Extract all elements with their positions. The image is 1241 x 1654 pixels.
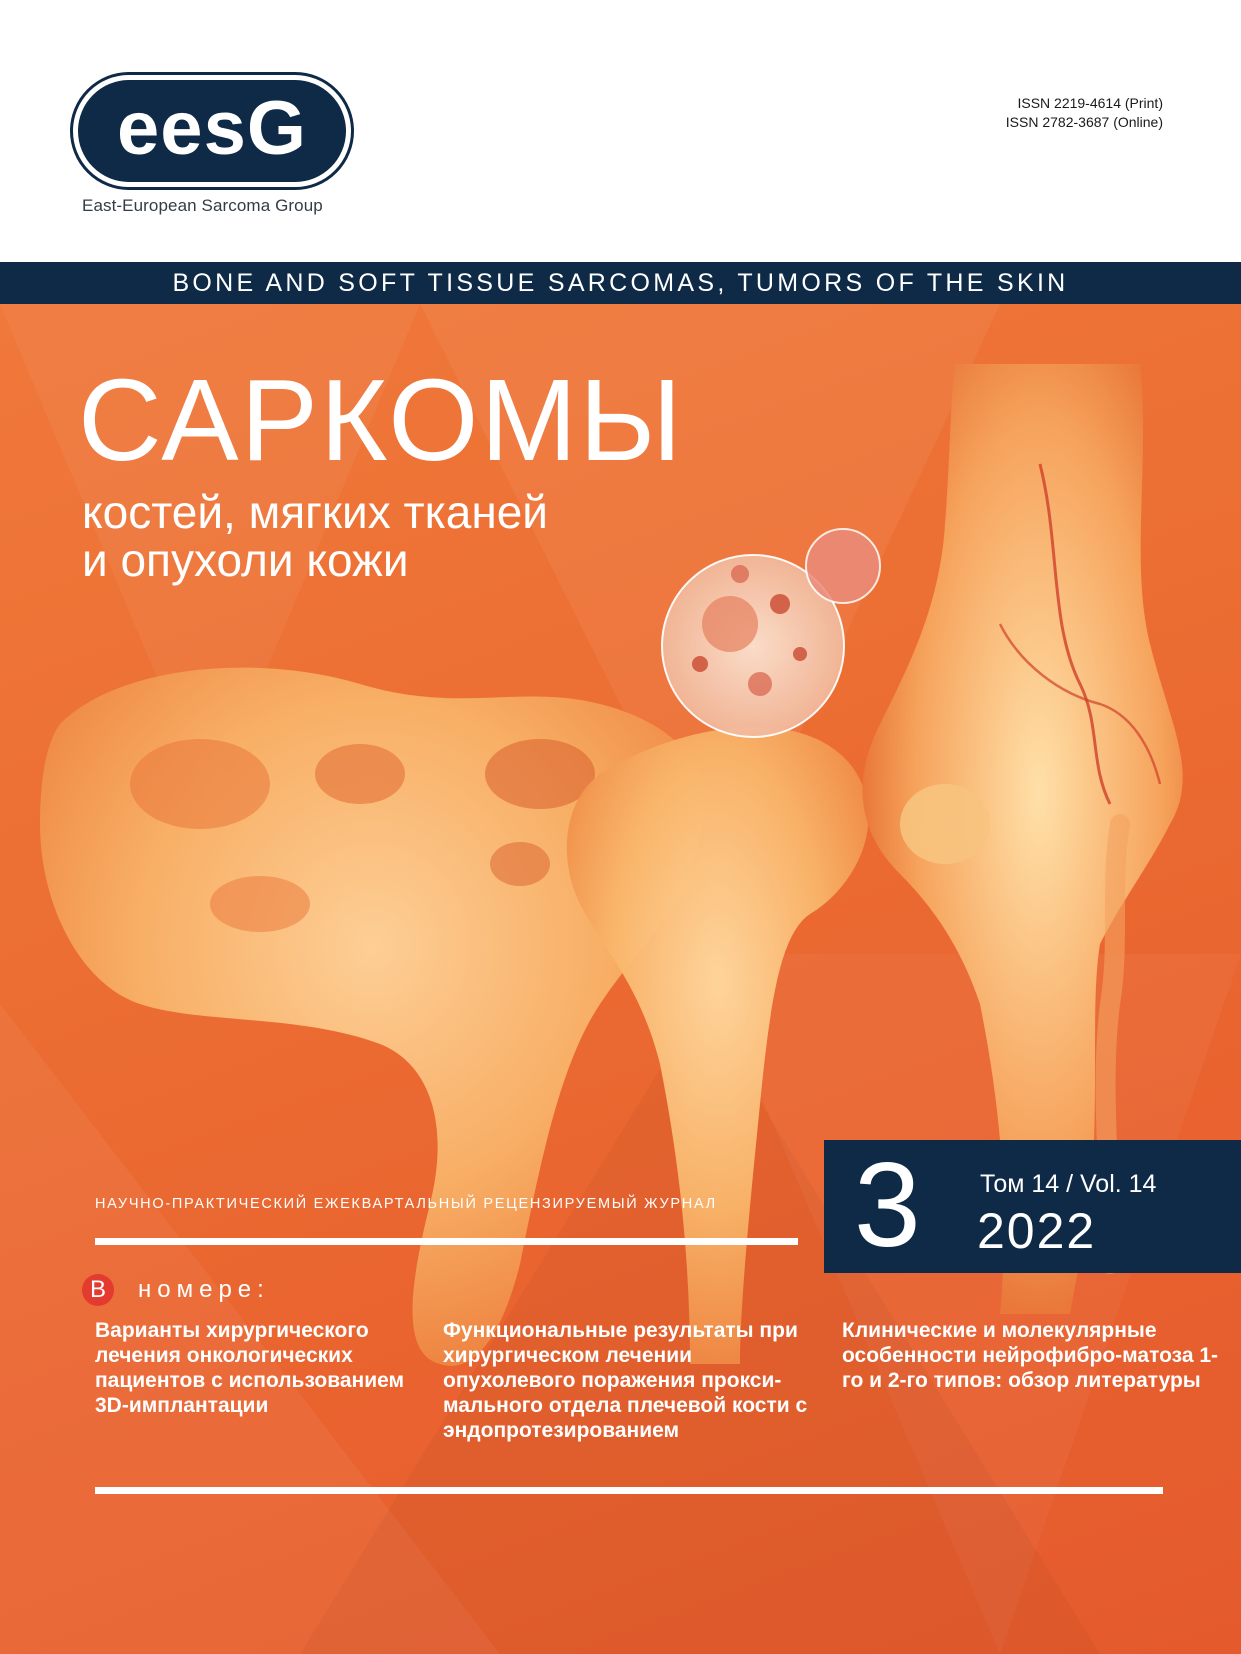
divider-short <box>95 1238 798 1245</box>
issn-online: ISSN 2782-3687 (Online) <box>1005 114 1163 130</box>
article-title-3: Клинические и молекулярные особенности нейрофибро-матоза 1-го и 2-го типов: обзор литературы <box>842 1319 1219 1392</box>
cover-header <box>0 0 1241 262</box>
eesg-logo <box>70 72 354 190</box>
issue-year: 2022 <box>977 1203 1097 1259</box>
issue-number: 3 <box>854 1138 921 1272</box>
journal-subject-band: BONE AND SOFT TISSUE SARCOMAS, TUMORS OF THE SKIN <box>0 262 1241 304</box>
journal-title: САРКОМЫ <box>78 355 684 485</box>
subtitle-line-2: и опухоли кожи <box>82 534 409 586</box>
article-title-2: Функциональные результаты при хирургическом лечении опухолевого поражения прокси-мального отдела плечевой кости с эндопротезированием <box>443 1319 808 1442</box>
in-issue-label: номере: <box>138 1276 270 1303</box>
in-issue-initial: В <box>82 1274 114 1306</box>
svg-text:eesG: eesG <box>117 86 307 171</box>
issn-block <box>1006 94 1163 132</box>
subtitle-line-1: костей, мягких тканей <box>82 486 548 538</box>
issn-print: ISSN 2219-4614 (Print) <box>1017 95 1163 111</box>
journal-subtitle <box>82 488 548 584</box>
article-title-1: Варианты хирургического лечения онкологических пациентов с использованием 3D-имплантации <box>95 1319 405 1417</box>
issue-box <box>824 1140 1241 1273</box>
journal-type: НАУЧНО-ПРАКТИЧЕСКИЙ ЕЖЕКВАРТАЛЬНЫЙ РЕЦЕНЗИРУЕМЫЙ ЖУРНАЛ <box>95 1196 717 1212</box>
divider-long <box>95 1487 1163 1494</box>
logo-subtitle: East-European Sarcoma Group <box>82 196 323 215</box>
issue-volume: Том 14 / Vol. 14 <box>980 1170 1157 1198</box>
